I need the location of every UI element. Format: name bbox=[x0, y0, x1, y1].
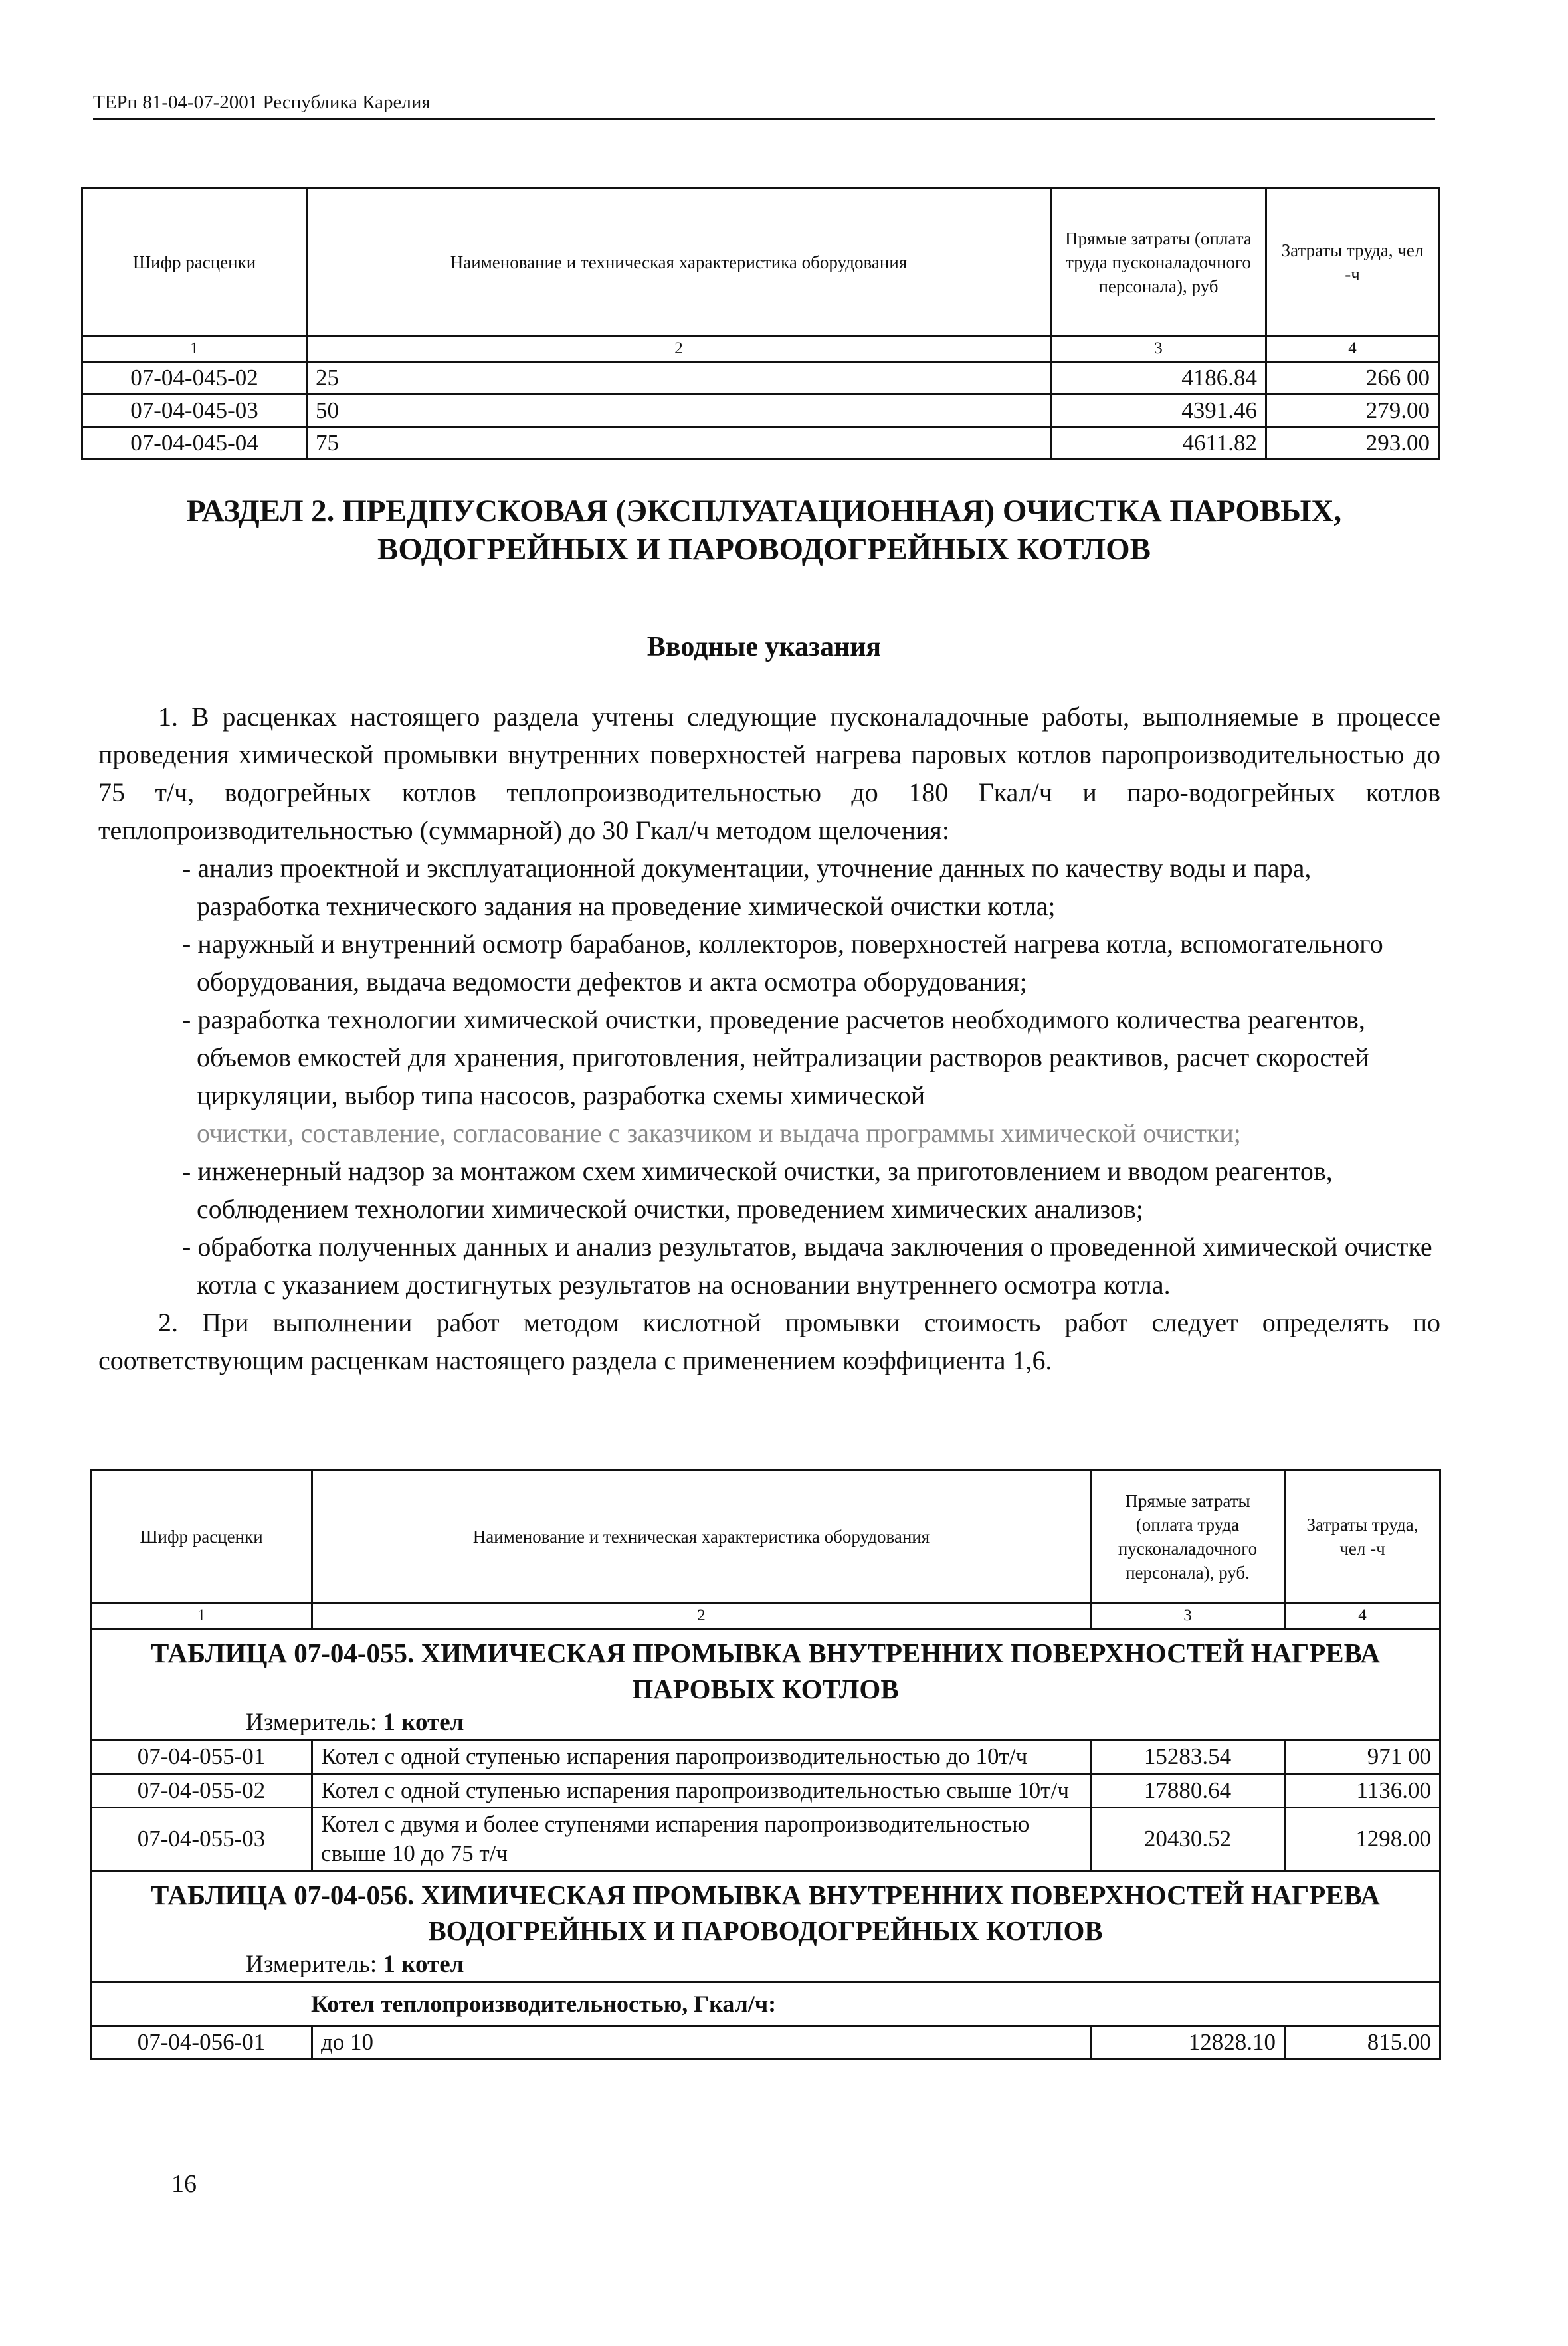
column-number: 4 bbox=[1285, 1603, 1440, 1629]
rate-cost: 17880.64 bbox=[1091, 1774, 1285, 1808]
rate-code: 07-04-045-02 bbox=[82, 362, 307, 395]
rate-labor: 293.00 bbox=[1266, 427, 1439, 460]
rate-code: 07-04-056-01 bbox=[91, 2026, 312, 2059]
header-name: Наименование и техническая характеристика оборудования bbox=[307, 189, 1051, 336]
page-number: 16 bbox=[171, 2170, 197, 2198]
section-title bbox=[93, 492, 1435, 569]
paragraph-2: 2. При выполнении работ методом кислотной промывки стоимость работ следует определять по соответствующим расценкам настоящего раздела с применением коэффициента 1,6. bbox=[98, 1308, 1440, 1375]
rate-cost: 20430.52 bbox=[1091, 1808, 1285, 1871]
table-row bbox=[91, 1808, 1440, 1871]
meter-label: Измеритель: bbox=[246, 1951, 377, 1978]
intro-body bbox=[98, 698, 1440, 1379]
header-code: Шифр расценки bbox=[82, 189, 307, 336]
column-number: 1 bbox=[82, 336, 307, 362]
table-caption-056: ТАБЛИЦА 07-04-056. ХИМИЧЕСКАЯ ПРОМЫВКА ВНУТРЕННИХ ПОВЕРХНОСТЕЙ НАГРЕВА ВОДОГРЕЙНЫХ И ПАРОВОДОГРЕЙНЫХ КОТЛОВ bbox=[151, 1880, 1380, 1946]
rate-cost: 4391.46 bbox=[1051, 395, 1266, 427]
column-number: 2 bbox=[312, 1603, 1091, 1629]
rate-code: 07-04-055-03 bbox=[91, 1808, 312, 1871]
rate-cost: 12828.10 bbox=[1091, 2026, 1285, 2059]
rate-labor: 1136.00 bbox=[1285, 1774, 1440, 1808]
rate-labor: 815.00 bbox=[1285, 2026, 1440, 2059]
column-number: 1 bbox=[91, 1603, 312, 1629]
header-code: Шифр расценки bbox=[91, 1470, 312, 1603]
list-item: - разработка технологии химической очистки, проведение расчетов необходимого количества реагентов, объемов емкостей для хранения, приготовления, нейтрализации растворов реактивов, расчет скоростей циркуляции, выбор типа насосов, разработка схемы химической bbox=[182, 1005, 1369, 1110]
rate-name: 25 bbox=[307, 362, 1051, 395]
meter-label: Измеритель: bbox=[246, 1709, 377, 1736]
table-caption-055: ТАБЛИЦА 07-04-055. ХИМИЧЕСКАЯ ПРОМЫВКА ВНУТРЕННИХ ПОВЕРХНОСТЕЙ НАГРЕВА ПАРОВЫХ КОТЛОВ bbox=[151, 1638, 1380, 1704]
rate-name: Котел с одной ступенью испарения паропроизводительностью свыше 10т/ч bbox=[312, 1774, 1091, 1808]
section-title-line: РАЗДЕЛ 2. ПРЕДПУСКОВАЯ (ЭКСПЛУАТАЦИОННАЯ) ОЧИСТКА ПАРОВЫХ, bbox=[186, 494, 1342, 528]
rate-labor: 279.00 bbox=[1266, 395, 1439, 427]
section-title-line: ВОДОГРЕЙНЫХ И ПАРОВОДОГРЕЙНЫХ КОТЛОВ bbox=[377, 532, 1151, 567]
rate-name: Котел с одной ступенью испарения паропроизводительностью до 10т/ч bbox=[312, 1740, 1091, 1774]
table-row bbox=[91, 1774, 1440, 1808]
rate-cost: 15283.54 bbox=[1091, 1740, 1285, 1774]
document-header: ТЕРп 81-04-07-2001 Республика Карелия bbox=[93, 92, 1435, 120]
rate-labor: 971 00 bbox=[1285, 1740, 1440, 1774]
paragraph-1: 1. В расценках настоящего раздела учтены следующие пусконаладочные работы, выполняемые в процессе проведения химической промывки внутренних поверхностей нагрева паровых котлов паропроизводительностью до 75 т/ч, водогрейных котлов теплопроизводительностью до 180 Гкал/ч и паро-водогрейных котлов теплопроизводительностью (суммарной) до 30 Гкал/ч методом щелочения: bbox=[98, 702, 1440, 845]
table-row bbox=[91, 2026, 1440, 2059]
rate-name: 75 bbox=[307, 427, 1051, 460]
column-number: 2 bbox=[307, 336, 1051, 362]
column-number: 4 bbox=[1266, 336, 1439, 362]
rates-table-045 bbox=[81, 187, 1440, 460]
list-item: - анализ проектной и эксплуатационной документации, уточнение данных по качеству воды и пара, разработка технического задания на проведение химической очистки котла; bbox=[182, 853, 1312, 921]
header-direct-costs: Прямые затраты (оплата труда пусконаладочного персонала), руб. bbox=[1091, 1470, 1285, 1603]
rate-name: до 10 bbox=[312, 2026, 1091, 2059]
table-row bbox=[82, 427, 1439, 460]
header-labor: Затраты труда, чел -ч bbox=[1285, 1470, 1440, 1603]
rate-labor: 1298.00 bbox=[1285, 1808, 1440, 1871]
rates-table-055-056 bbox=[90, 1469, 1441, 2060]
work-list bbox=[98, 849, 1440, 1304]
list-item: - обработка полученных данных и анализ результатов, выдача заключения о проведенной химической очистке котла с указанием достигнутых результатов на основании внутреннего осмотра котла. bbox=[182, 1232, 1432, 1300]
rate-code: 07-04-055-02 bbox=[91, 1774, 312, 1808]
intro-heading: Вводные указания bbox=[646, 632, 882, 662]
table-row bbox=[91, 1740, 1440, 1774]
rate-cost: 4611.82 bbox=[1051, 427, 1266, 460]
list-item: - наружный и внутренний осмотр барабанов, коллекторов, поверхностей нагрева котла, вспомогательного оборудования, выдача ведомости дефектов и акта осмотра оборудования; bbox=[182, 929, 1383, 997]
faded-continuation-line: очистки, составление, согласование с заказчиком и выдача программы химической очистки; bbox=[197, 1118, 1241, 1148]
header-name: Наименование и техническая характеристика оборудования bbox=[312, 1470, 1091, 1603]
list-item: - инженерный надзор за монтажом схем химической очистки, за приготовлением и вводом реагентов, соблюдением технологии химической очистки, проведением химических анализов; bbox=[182, 1156, 1333, 1224]
column-number: 3 bbox=[1091, 1603, 1285, 1629]
header-direct-costs: Прямые затраты (оплата труда пусконаладочного персонала), руб bbox=[1051, 189, 1266, 336]
meter-value: 1 котел bbox=[383, 1951, 464, 1978]
rate-labor: 266 00 bbox=[1266, 362, 1439, 395]
rate-code: 07-04-045-04 bbox=[82, 427, 307, 460]
rate-code: 07-04-055-01 bbox=[91, 1740, 312, 1774]
header-labor: Затраты труда, чел -ч bbox=[1266, 189, 1439, 336]
column-number: 3 bbox=[1051, 336, 1266, 362]
meter-value: 1 котел bbox=[383, 1709, 464, 1736]
meter-055 bbox=[92, 1707, 1439, 1739]
meter-056 bbox=[92, 1949, 1439, 1981]
rate-cost: 4186.84 bbox=[1051, 362, 1266, 395]
rate-name: Котел с двумя и более ступенями испарения паропроизводительностью свыше 10 до 75 т/ч bbox=[312, 1808, 1091, 1871]
rate-code: 07-04-045-03 bbox=[82, 395, 307, 427]
rate-name: 50 bbox=[307, 395, 1051, 427]
table-row bbox=[82, 395, 1439, 427]
table-row bbox=[82, 362, 1439, 395]
subheading-heat-capacity: Котел теплопроизводительностью, Гкал/ч: bbox=[91, 1982, 1440, 2026]
